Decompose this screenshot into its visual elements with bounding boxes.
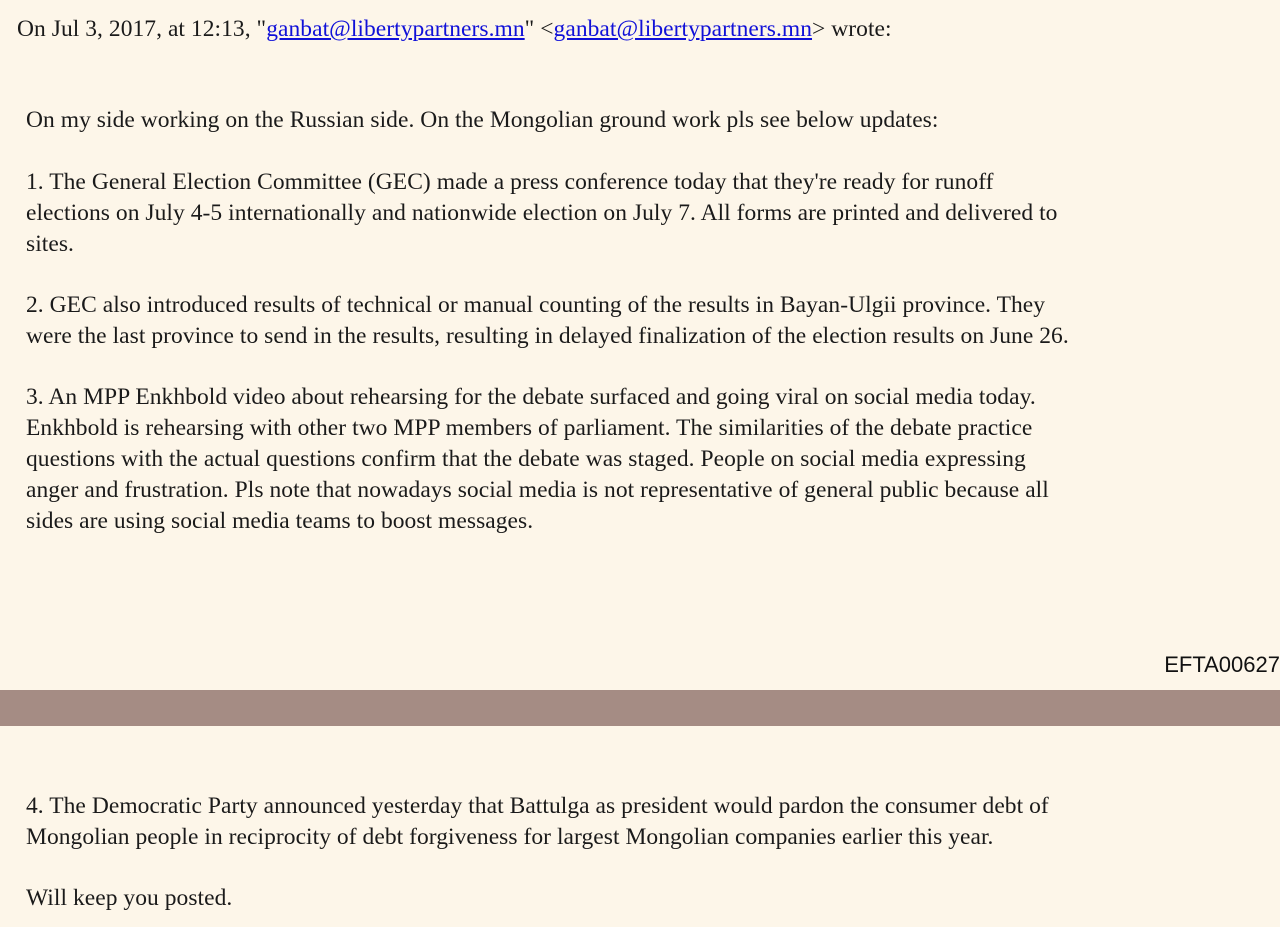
- header-prefix: On Jul 3, 2017, at 12:13, ": [17, 16, 267, 42]
- item2-line2: were the last province to send in the results, resulting in delayed finalization of the election results on June 26.: [26, 323, 1069, 349]
- document-page-lower: [0, 726, 1280, 927]
- bates-stamp: EFTA00627: [1164, 652, 1280, 677]
- item3-line3: questions with the actual questions confirm that the debate was staged. People on social media expressing: [26, 446, 1026, 472]
- header-middle: " <: [524, 16, 554, 42]
- update-item-4: [26, 791, 1266, 853]
- item1-line3: sites.: [26, 231, 74, 257]
- sender-email-link[interactable]: ganbat@libertypartners.mn: [553, 16, 813, 42]
- intro-paragraph: [26, 105, 1266, 136]
- item1-line2: elections on July 4-5 internationally and nationwide election on July 7. All forms are printed and delivered to: [26, 200, 1058, 226]
- item3-line1: 3. An MPP Enkhbold video about rehearsing for the debate surfaced and going viral on social media today.: [26, 384, 1036, 410]
- item2-line1: 2. GEC also introduced results of technical or manual counting of the results in Bayan-Ulgii province. They: [26, 292, 1046, 318]
- item3-line5: sides are using social media teams to boost messages.: [26, 508, 534, 534]
- item1-line1: 1. The General Election Committee (GEC) made a press conference today that they're ready for runoff: [26, 169, 994, 195]
- item4-line2: Mongolian people in reciprocity of debt forgiveness for largest Mongolian companies earlier this year.: [26, 824, 994, 850]
- closing-paragraph: [26, 883, 1266, 914]
- closing-line: Will keep you posted.: [26, 885, 233, 911]
- update-item-1: [26, 167, 1266, 260]
- intro-line: On my side working on the Russian side. On the Mongolian ground work pls see below updates:: [26, 107, 939, 133]
- update-item-3: [26, 382, 1266, 537]
- header-suffix: > wrote:: [812, 16, 892, 42]
- update-item-2: [26, 290, 1266, 352]
- sender-name-link[interactable]: ganbat@libertypartners.mn: [266, 16, 525, 42]
- item3-line2: Enkhbold is rehearsing with other two MPP members of parliament. The similarities of the debate practice: [26, 415, 1033, 441]
- email-quote-header: [17, 16, 892, 43]
- item3-line4: anger and frustration. Pls note that nowadays social media is not representative of general public because all: [26, 477, 1049, 503]
- page-break-divider: [0, 690, 1280, 726]
- item4-line1: 4. The Democratic Party announced yesterday that Battulga as president would pardon the consumer debt of: [26, 793, 1049, 819]
